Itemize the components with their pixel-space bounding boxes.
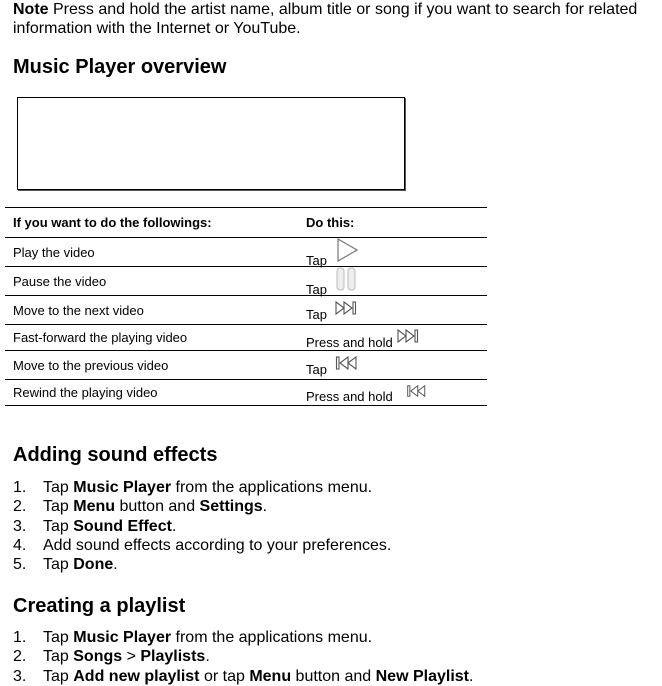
step-bold: Menu — [249, 667, 292, 685]
step-number: 2. — [13, 498, 27, 516]
step-bold: Sound Effect — [73, 517, 172, 535]
row-action — [298, 238, 487, 267]
step-text: . — [171, 517, 177, 535]
list-item — [13, 497, 391, 516]
row-description: Rewind the playing video — [5, 380, 298, 406]
row-action-label: Press and hold — [306, 334, 393, 350]
list-item — [13, 536, 391, 555]
step-text: Tap — [43, 629, 74, 646]
step-text: Tap — [43, 479, 74, 496]
table-header-left: If you want to do the followings: — [5, 208, 298, 238]
row-action-label: Press and hold — [306, 389, 393, 404]
table-header-right: Do this: — [298, 208, 487, 238]
step-text: button and — [115, 498, 200, 516]
list-item — [13, 517, 391, 536]
step-bold: New Playlist — [375, 667, 469, 685]
step-bold: Settings — [199, 498, 263, 516]
list-item — [13, 628, 473, 647]
row-action — [298, 296, 487, 325]
step-bold: Music Player — [73, 479, 172, 496]
row-description: Pause the video — [5, 267, 298, 296]
play-icon — [335, 238, 359, 262]
row-action — [298, 380, 487, 406]
note-paragraph — [13, 0, 662, 38]
step-text: Tap — [43, 556, 74, 574]
row-description: Play the video — [5, 238, 298, 267]
step-text: from the applications menu. — [171, 629, 373, 646]
step-bold: Done — [73, 556, 114, 574]
step-number: 5. — [13, 556, 27, 574]
step-text: . — [113, 556, 118, 574]
note-label: Note — [13, 1, 49, 18]
table-row — [5, 380, 487, 406]
step-text: Add sound effects according to your preferences. — [43, 536, 392, 554]
step-text: Tap — [43, 517, 74, 535]
row-description: Move to the previous video — [5, 351, 298, 380]
row-description: Fast-forward the playing video — [5, 325, 298, 351]
step-text: Tap — [43, 498, 74, 516]
list-item — [13, 478, 391, 497]
list-item — [13, 667, 473, 686]
step-text: Tap — [43, 667, 74, 685]
step-number: 1. — [13, 629, 27, 646]
step-text: . — [262, 498, 268, 516]
row-description: Move to the next video — [5, 296, 298, 325]
table-row — [5, 351, 487, 380]
player-screenshot-placeholder — [17, 97, 405, 190]
section-title-overview: Music Player overview — [13, 56, 227, 78]
row-action — [298, 267, 487, 296]
fast-forward-icon — [397, 328, 419, 344]
step-text: from the applications menu. — [171, 479, 373, 496]
table-row — [5, 325, 487, 351]
row-action — [298, 325, 487, 351]
step-number: 3. — [13, 517, 27, 535]
step-text: or tap — [199, 667, 250, 685]
step-bold: Menu — [73, 498, 116, 516]
table-row — [5, 238, 487, 267]
controls-table — [5, 207, 487, 406]
list-item — [13, 647, 473, 666]
next-icon — [335, 300, 357, 316]
playlist-steps — [13, 628, 473, 686]
step-text: . — [205, 648, 210, 666]
table-row — [5, 267, 487, 296]
row-action-label: Tap — [306, 307, 327, 322]
row-action-label: Tap — [306, 282, 327, 297]
row-action — [298, 351, 487, 380]
row-action-label: Tap — [306, 362, 327, 377]
section-title-sound-effects: Adding sound effects — [13, 444, 218, 466]
step-text: . — [468, 667, 474, 685]
note-text: Press and hold the artist name, album title or song if you want to search for related information with the Internet or YouTube. — [13, 1, 638, 37]
step-bold: Playlists — [140, 648, 206, 666]
pause-icon — [335, 267, 357, 291]
list-item — [13, 555, 391, 574]
step-text: > — [122, 648, 141, 666]
step-number: 1. — [13, 479, 27, 496]
step-text: Tap — [43, 648, 74, 666]
row-action-label: Tap — [306, 253, 327, 268]
table-row — [5, 296, 487, 325]
previous-icon — [335, 355, 357, 371]
sound-effects-steps — [13, 478, 391, 574]
rewind-icon — [405, 384, 427, 398]
step-number: 3. — [13, 667, 27, 685]
table-header-row — [5, 208, 487, 238]
step-number: 4. — [13, 536, 27, 554]
step-number: 2. — [13, 648, 27, 666]
step-bold: Songs — [73, 648, 123, 666]
step-bold: Music Player — [73, 629, 172, 646]
step-bold: Add new playlist — [73, 667, 200, 685]
section-title-playlist: Creating a playlist — [13, 595, 186, 617]
step-text: button and — [291, 667, 376, 685]
